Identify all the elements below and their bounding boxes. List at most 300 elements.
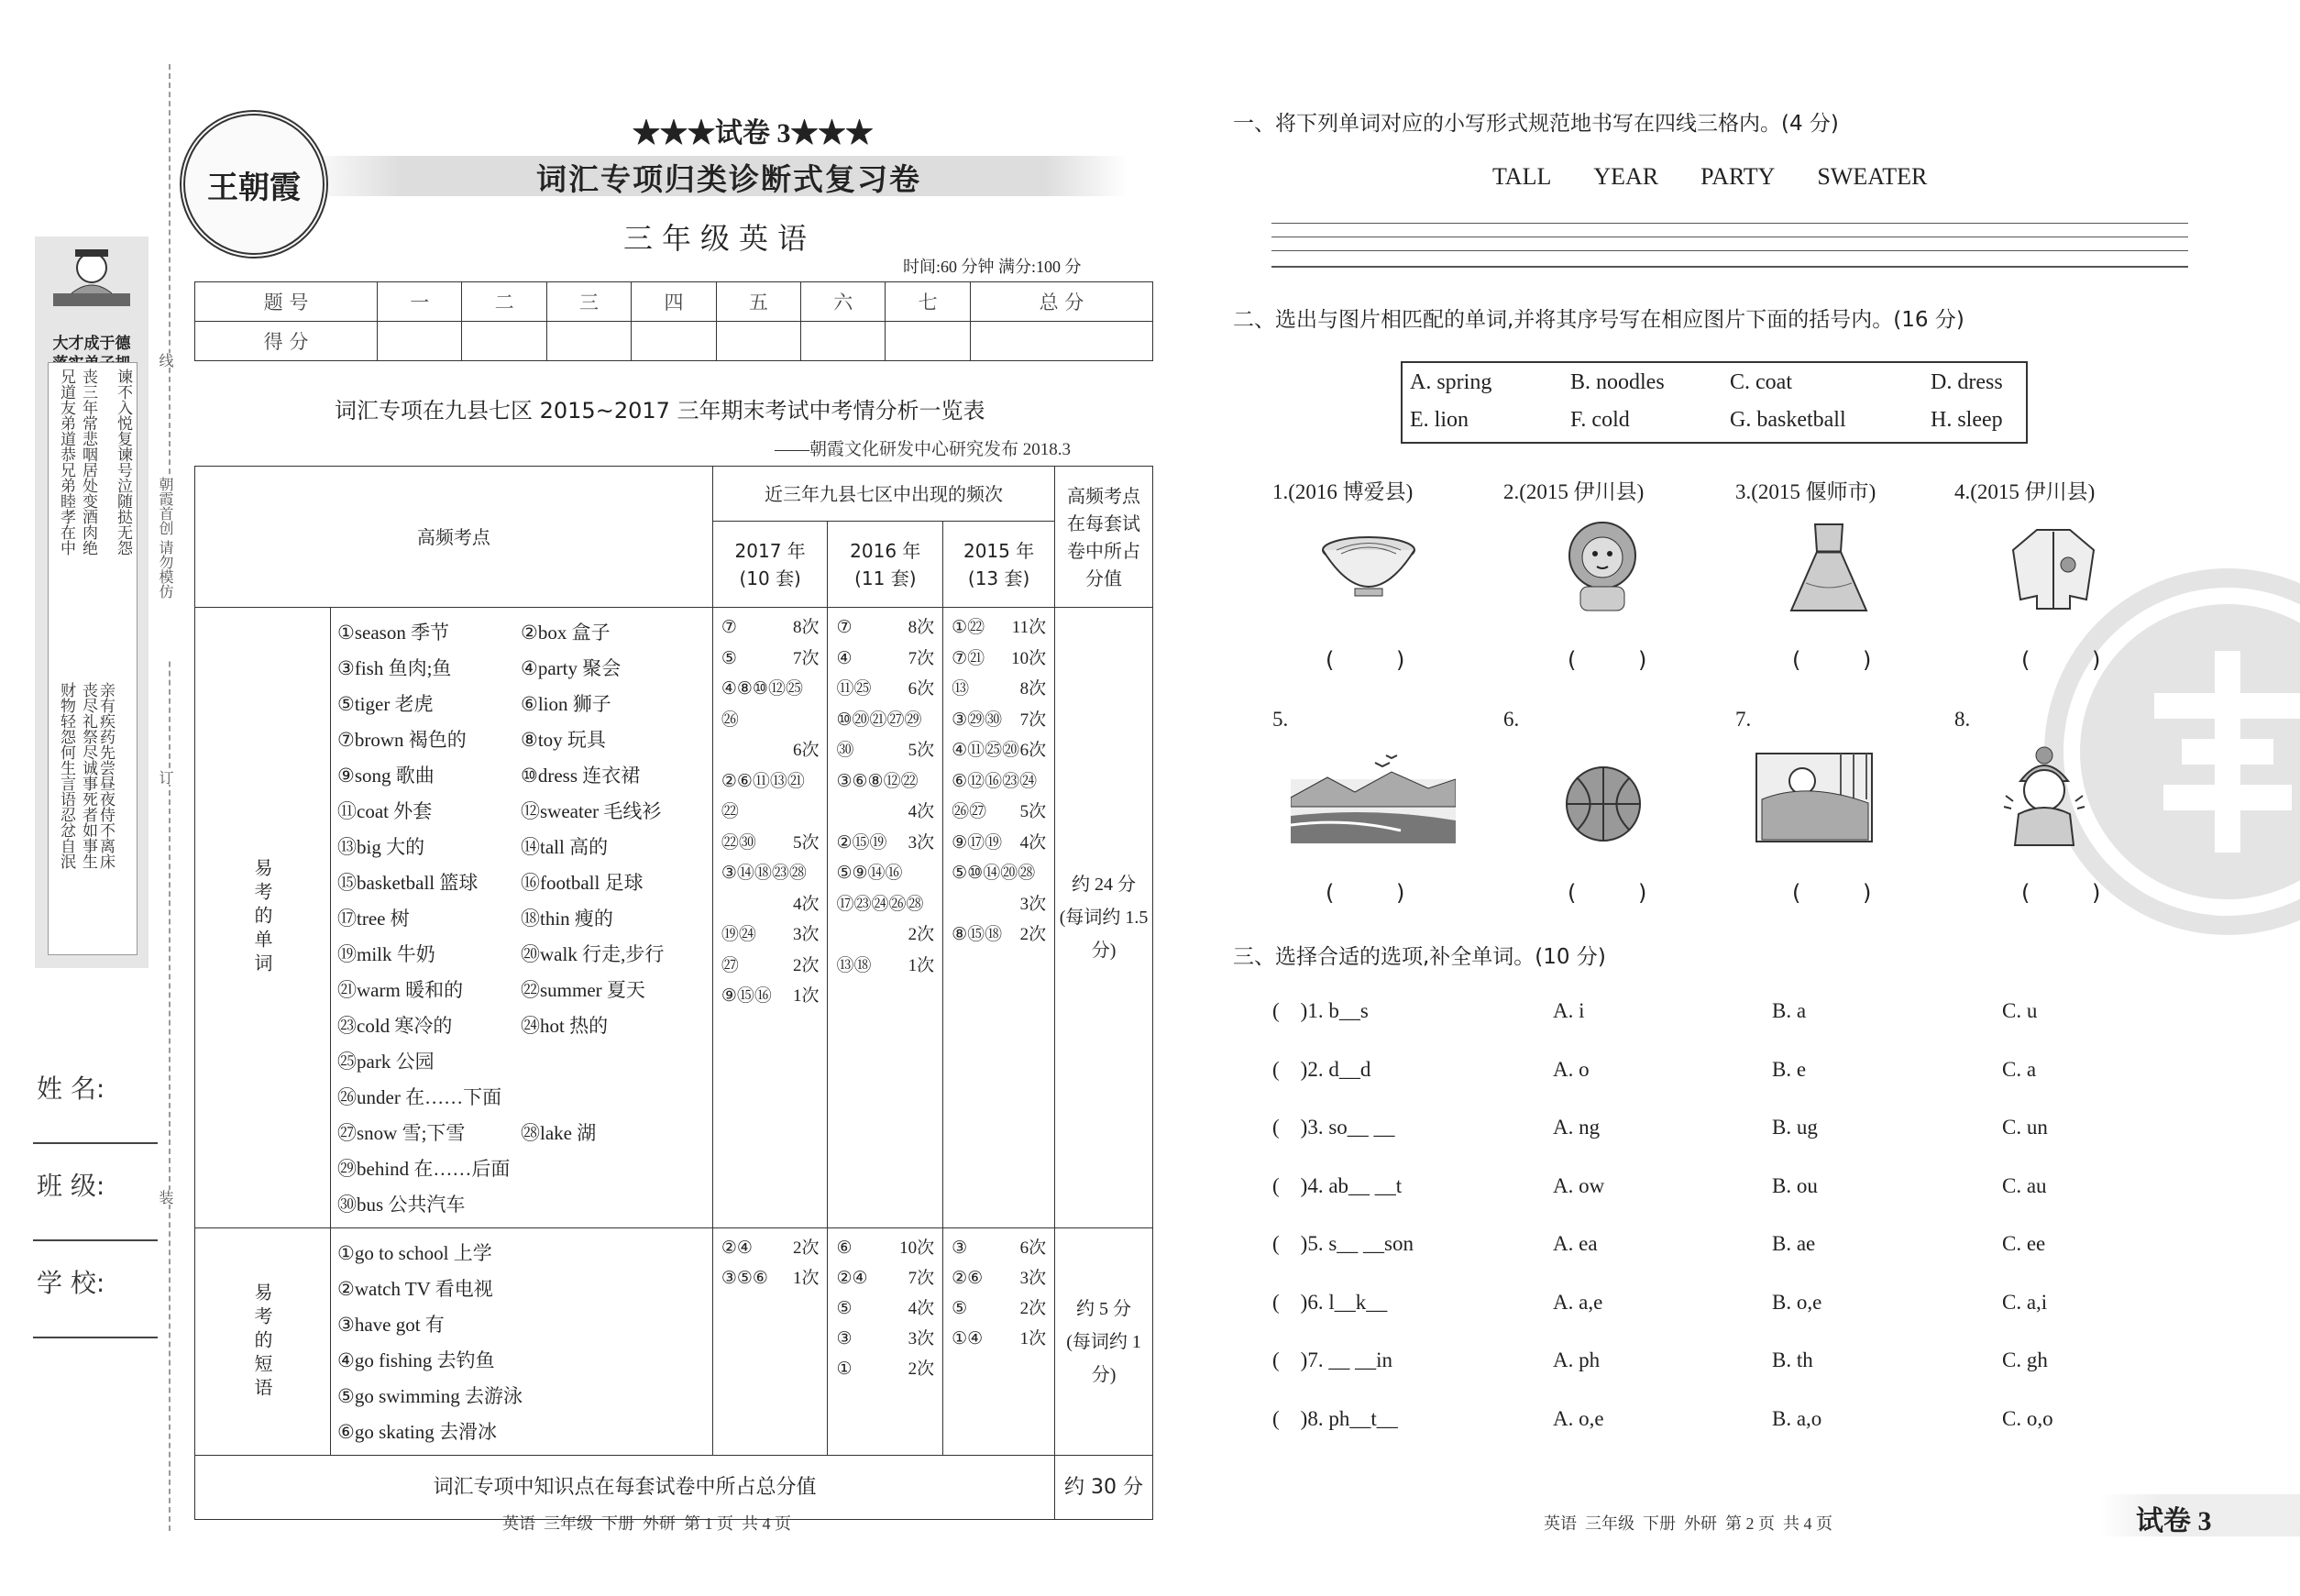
score-header-cell: 三 [546,282,631,322]
freq-count: 5次 [908,741,935,760]
freq-list [714,609,827,1016]
words-cell [331,608,713,1228]
score-cell[interactable] [462,322,546,361]
freq-items: ①㉒ [952,618,985,637]
freq-items: ㉗ [721,955,739,975]
choice-a[interactable]: A. ng [1553,1116,1601,1139]
freq-count: 3次 [908,1329,935,1348]
freq-row [836,674,934,705]
coat-icon [2009,523,2097,611]
question-stem[interactable]: ( )4. ab__ __t [1272,1173,1403,1197]
freq-count: 10次 [899,1238,935,1258]
choice-a[interactable]: A. a,e [1553,1290,1603,1314]
school-field[interactable] [33,1337,158,1338]
freq-count: 2次 [792,955,820,975]
freq-count: 7次 [908,648,935,668]
freq-row [836,1354,934,1384]
vocab-item: ⑨song 歌曲 [337,765,435,787]
phrases-grid [332,1229,711,1454]
logo-text: 王朝霞 [207,169,301,206]
choice-a[interactable]: A. ea [1553,1232,1598,1255]
vocab-item: ㉕park 公园 [337,1051,435,1073]
freq-items: ②④ [721,1238,753,1258]
dress-icon [1788,519,1870,614]
freq-count: 4次 [792,894,820,914]
choice-c[interactable]: C. a,i [2002,1290,2048,1314]
total-label: 词汇专项中知识点在每套试卷中所占总分值 [195,1456,1055,1520]
vocab-item: ⑫sweater 毛线衫 [521,800,662,822]
choice-b[interactable]: B. th [1772,1348,1813,1371]
score-header-cell: 七 [886,282,970,322]
freq-row [836,1293,934,1324]
freq-2016-words [828,608,943,1228]
words-grid [332,609,711,1227]
freq-items: ②⑥ [952,1269,984,1288]
freq-count: 10次 [1011,648,1047,668]
vocab-item: ㉑warm 暖和的 [337,979,464,1001]
vocab-empty [521,1083,704,1110]
freq-list [944,1229,1053,1358]
set-count: (13 套) [967,567,1030,589]
vocab-item: ㉔hot 热的 [521,1015,609,1037]
options-box [1401,361,2028,444]
freq-items: ⑩⑳㉑㉗㉙ [836,710,922,730]
value-text: 约 24 分 [1072,875,1137,895]
binding-warning: 朝霞首创 请勿模仿 [156,477,176,660]
freq-row [836,889,934,920]
binding-label-order: 订 [157,770,174,785]
question-row [1272,1174,2097,1204]
section2-title: 二、选出与图片相匹配的单词,并将其序号写在相应图片下面的括号内。(16 分) [1233,308,1964,332]
freq-row [721,674,820,735]
score-cell[interactable] [970,322,1152,361]
freq-2017-phrases [712,1228,828,1456]
freq-items: ④⑧⑩⑫㉕㉖ [721,679,803,730]
freq-count: 6次 [792,741,820,760]
score-cell[interactable] [378,322,462,361]
phrases-row-label: 易考的短语 [195,1228,331,1456]
freq-items: ③⑤⑥ [721,1269,768,1288]
phrase-item: ⑤go swimming 去游泳 [337,1385,523,1407]
freq-row [836,919,934,951]
vocab-item: ④party 聚会 [521,657,622,679]
motto-top: 大才成于德 [52,335,131,353]
freq-row [721,951,820,982]
freq-items: ⑤ [836,1299,853,1318]
freq-items: ㉒㉚ [721,832,756,853]
freq-count: 8次 [1019,679,1047,699]
question-row [1272,1232,2097,1261]
freq-row [952,889,1046,920]
phrases-cell [331,1228,713,1456]
freq-items: ⑨⑰⑲ [952,832,1003,853]
choice-a[interactable]: A. o,e [1553,1406,1604,1430]
vocab-item: ㉖under 在……下面 [337,1086,502,1108]
choice-b[interactable]: B. ou [1772,1173,1818,1197]
freq-row [952,858,1046,889]
freq-row [836,612,934,644]
freq-items: ⑦ [836,618,853,637]
brand-logo [180,110,328,259]
word-party: PARTY [1700,163,1776,190]
freq-count: 1次 [1019,1329,1047,1348]
freq-row [952,1263,1046,1293]
question-row [1272,1116,2097,1145]
freq-count: 1次 [908,955,935,975]
freq-row [721,1263,820,1293]
vocab-item: ㉗snow 雪;下雪 [337,1122,466,1144]
col-header-frequency: 近三年九县七区中出现的频次 [712,467,1054,522]
freq-items: ㉖㉗ [952,802,987,821]
freq-items: ⑲㉔ [721,925,756,944]
freq-2016-phrases [828,1228,943,1456]
vocab-item: ⑤tiger 老虎 [337,693,434,715]
vocab-item: ⑩dress 连衣裙 [521,765,641,787]
freq-count: 6次 [908,679,935,699]
freq-row [836,705,934,736]
freq-row [952,735,1046,766]
freq-count: 3次 [1019,1269,1047,1288]
freq-row [721,981,820,1012]
lion-icon [1558,519,1646,614]
choice-b[interactable]: B. a [1772,999,1807,1022]
footer-left: 英语 三年级 下册 外研 第 1 页 共 4 页 [502,1514,791,1533]
freq-items: ⑬⑱ [836,955,872,975]
freq-count: 2次 [908,1359,935,1379]
vocab-item: ㉓cold 寒冷的 [337,1015,453,1037]
word-tall: TALL [1492,163,1552,190]
freq-list [829,609,941,985]
choice-b[interactable]: B. o,e [1772,1290,1822,1314]
freq-row [952,705,1046,736]
freq-list [714,1229,827,1297]
freq-row [721,858,820,889]
score-cell[interactable] [546,322,631,361]
vocab-item: ⑦brown 褐色的 [337,729,467,751]
freq-row [952,797,1046,828]
freq-count: 7次 [792,648,820,668]
vocab-item: ⑪coat 外套 [337,800,433,822]
proverb-column: 财物轻怨何生言语忍忿自泯 [57,682,75,869]
choice-b[interactable]: B. ug [1772,1116,1818,1139]
freq-row [836,828,934,859]
freq-2015-words [943,608,1055,1228]
year-label: 2017 年 [734,539,806,562]
option-item: A. spring [1410,370,1492,394]
question-row [1272,1348,2097,1378]
freq-count: 1次 [792,986,820,1006]
score-header-cell: 四 [632,282,716,322]
name-label: 姓 名: [37,1073,105,1104]
writing-line[interactable] [1271,266,2188,268]
phrase-item: ⑥go skating 去滑冰 [337,1421,497,1443]
vocab-empty [521,1154,704,1182]
freq-items: ① [836,1359,853,1379]
freq-items: ⑥⑫⑯㉓㉔ [952,771,1038,791]
freq-items: ③ [952,1238,968,1258]
freq-count: 4次 [1019,832,1047,853]
freq-row [836,735,934,766]
score-header-cell: 总 分 [970,282,1152,322]
picture-label: 8. [1954,708,1971,731]
question-stem[interactable]: ( )5. s__ __son [1272,1232,1414,1255]
analysis-table [194,466,1153,1520]
option-item: H. sleep [1931,408,2003,432]
freq-items: ③⑥⑧⑫㉒ [836,771,919,791]
freq-items: ⑨⑮⑯ [721,986,772,1006]
exam-tag: 试卷 3 [2136,1506,2212,1536]
answer-blank[interactable]: ( ) [1326,880,1433,906]
option-item: D. dress [1931,370,2003,394]
class-label: 班 级: [37,1171,105,1201]
option-item: B. noodles [1570,370,1665,394]
vocab-item: ⑮basketball 篮球 [337,872,479,894]
value-text: 约 5 分 [1076,1298,1132,1319]
class-field[interactable] [33,1239,158,1241]
score-table [194,281,1153,361]
footer-right: 英语 三年级 下册 外研 第 2 页 共 4 页 [1544,1514,1832,1533]
choice-c[interactable]: C. a [2002,1057,2037,1081]
score-cell[interactable] [716,322,800,361]
vocab-item: ㉘lake 湖 [521,1122,597,1144]
analysis-title: 词汇专项在九县七区 2015~2017 三年期末考试中考情分析一览表 [335,398,985,424]
score-header-cell: 五 [716,282,800,322]
freq-items: ⑤ [721,648,737,668]
freq-count: 5次 [792,832,820,853]
vocab-item: ⑳walk 行走,步行 [521,943,665,965]
freq-items: ③ [836,1329,853,1348]
freq-items: ③㉙㉚ [952,710,1003,730]
freq-count: 2次 [1019,925,1047,944]
freq-items: ⑤ [952,1299,968,1318]
freq-row [952,919,1046,951]
score-header-cell: 题 号 [195,282,378,322]
phrase-item: ①go to school 上学 [337,1242,492,1264]
vocab-item: ②box 盒子 [521,622,611,644]
answer-blank[interactable]: ( ) [1568,647,1675,673]
vocab-item: ⑭tall 高的 [521,836,609,858]
proverb-column: 谏不入悦复谏号泣随挞无怨 [114,369,132,556]
freq-2015-phrases [943,1228,1055,1456]
choice-c[interactable]: C. o,o [2002,1406,2053,1430]
freq-items: ③⑭⑱㉓㉘ [721,864,807,883]
choice-c[interactable]: C. au [2002,1173,2047,1197]
freq-items: ⑧⑮⑱ [952,925,1003,944]
picture-label: 4.(2015 伊川县) [1954,480,2096,503]
picture-label: 2.(2015 伊川县) [1503,480,1645,503]
freq-count: 2次 [908,925,935,944]
freq-items: ㉚ [836,741,854,760]
vocab-item: ⑥lion 狮子 [521,693,611,715]
picture-label: 1.(2016 博爱县) [1272,480,1414,503]
question-stem[interactable]: ( )1. b__s [1272,999,1369,1022]
col-header-value [1055,467,1153,608]
analysis-source: ——朝霞文化研发中心研究发布 2018.3 [775,440,1072,459]
freq-items: ⑦㉑ [952,648,985,668]
total-value: 约 30 分 [1055,1456,1153,1520]
picture-label: 7. [1735,708,1752,731]
score-cell[interactable] [886,322,970,361]
phrases-value [1055,1228,1153,1456]
freq-items: ⑦ [721,618,737,637]
choice-a[interactable]: A. o [1553,1057,1590,1081]
freq-items: ④ [836,648,853,668]
freq-count: 7次 [1019,710,1047,730]
freq-count: 6次 [1019,1238,1047,1258]
answer-blank[interactable]: ( ) [1792,880,1899,906]
freq-list [944,609,1053,954]
freq-items: ②⑥⑪⑬㉑㉒ [721,771,805,821]
freq-row [721,735,820,766]
freq-row [721,1233,820,1263]
freq-row [836,951,934,982]
question-stem[interactable]: ( )7. __ __in [1272,1348,1392,1371]
freq-row [721,644,820,675]
freq-row [836,797,934,828]
vocab-item: ⑯football 足球 [521,872,644,894]
freq-row [836,1263,934,1293]
freq-row [836,1324,934,1354]
vocab-item: ㉚bus 公共汽车 [337,1194,466,1216]
question-stem[interactable]: ( )6. l__k__ [1272,1290,1388,1314]
freq-items: ①④ [952,1329,984,1348]
freq-count: 2次 [1019,1299,1047,1318]
freq-row [952,1293,1046,1324]
answer-blank[interactable]: ( ) [1326,647,1433,673]
score-header-cell: 一 [378,282,462,322]
spring-landscape-icon [1291,752,1456,843]
writing-line[interactable] [1271,250,2188,251]
freq-items: ⑬ [952,679,970,699]
picture-label: 3.(2015 偃师市) [1735,480,1876,503]
year-2016-header [828,522,943,608]
freq-row [721,889,820,920]
freq-row [721,766,820,828]
proverb-column: 丧尽礼祭尽诚事死者如事生 [79,682,97,869]
exam-number: ★★★试卷 3★★★ [633,118,874,149]
noodles-bowl-icon [1318,532,1419,605]
freq-count: 4次 [908,1299,935,1318]
vocab-item: ㉙behind 在……后面 [337,1158,511,1180]
vocab-empty [521,1190,704,1217]
freq-2017-words [712,608,828,1228]
sleeping-child-icon [1753,744,1876,845]
score-cell[interactable] [632,322,716,361]
score-cell[interactable] [801,322,886,361]
freq-items: ⑰㉓㉔㉖㉘ [836,894,924,914]
phrase-item: ③have got 有 [337,1314,445,1336]
freq-list [829,1229,941,1388]
freq-items: ⑤⑩⑭⑳㉘ [952,864,1036,883]
writing-line[interactable] [1271,223,2188,224]
page-title: 词汇专项归类诊断式复习卷 [536,161,921,197]
answer-blank[interactable]: ( ) [2021,647,2129,673]
freq-items: ②④ [836,1269,868,1288]
choice-c[interactable]: C. u [2002,999,2038,1022]
value-note: (每词约 1.5 分) [1059,908,1149,961]
freq-count: 4次 [908,802,935,821]
vocab-empty [521,1047,704,1074]
freq-count: 5次 [1019,802,1047,821]
option-item: C. coat [1730,370,1792,394]
freq-row [952,1324,1046,1354]
answer-blank[interactable]: ( ) [1568,880,1675,906]
section1-title: 一、将下列单词对应的小写形式规范地书写在四线三格内。(4 分) [1233,112,1839,136]
freq-row [952,828,1046,859]
binding-line [169,64,171,1531]
col-header-points: 高频考点 [195,467,713,608]
vocab-item: ①season 季节 [337,622,450,644]
freq-row [952,612,1046,644]
option-item: F. cold [1570,408,1630,432]
score-row-label: 得 分 [195,322,378,361]
freq-row [721,612,820,644]
question-stem[interactable]: ( )2. d__d [1272,1057,1371,1081]
freq-count: 6次 [1019,741,1047,760]
question-row [1272,1058,2097,1087]
vocab-item: ⑧toy 玩具 [521,729,606,751]
freq-items: ②⑮⑲ [836,832,887,853]
choice-b[interactable]: B. e [1772,1057,1807,1081]
choice-a[interactable]: A. ph [1553,1348,1601,1371]
choice-b[interactable]: B. ae [1772,1232,1816,1255]
binding-label-line: 线 [157,353,174,368]
words-row-label: 易考的单词 [195,608,331,1228]
freq-count: 7次 [908,1269,935,1288]
words-value [1055,608,1153,1228]
freq-count: 11次 [1011,618,1047,637]
value-note: (每词约 1 分) [1066,1331,1141,1385]
year-2017-header [712,522,828,608]
basketball-icon [1564,765,1643,843]
year-2015-header [943,522,1055,608]
freq-row [721,828,820,859]
choice-a[interactable]: A. i [1553,999,1585,1022]
freq-count: 8次 [792,618,820,637]
freq-count: 3次 [792,925,820,944]
freq-count: 2次 [792,1238,820,1258]
name-field[interactable] [33,1142,158,1144]
vocab-item: ⑲milk 牛奶 [337,943,435,965]
freq-row [952,674,1046,705]
question-stem[interactable]: ( )8. ph__t__ [1272,1406,1398,1430]
proverb-column: 兄道友弟道恭兄弟睦孝在中 [57,369,75,556]
freq-row [836,766,934,798]
vocab-item: ⑬big 大的 [337,836,425,858]
choice-c[interactable]: C. un [2002,1116,2048,1139]
answer-blank[interactable]: ( ) [2021,880,2129,906]
question-row [1272,999,2097,1029]
freq-row [952,766,1046,798]
subject-title: 三年级英语 [623,221,817,256]
school-label: 学 校: [37,1268,105,1298]
choice-b[interactable]: B. a,o [1772,1406,1822,1430]
picture-label: 5. [1272,708,1289,731]
question-row [1272,1407,2097,1436]
year-label: 2016 年 [850,539,921,562]
word-sweater: SWEATER [1817,163,1928,190]
set-count: (10 套) [739,567,801,589]
question-stem[interactable]: ( )3. so__ __ [1272,1116,1395,1139]
choice-a[interactable]: A. ow [1553,1173,1605,1197]
word-year: YEAR [1593,163,1659,190]
freq-items: ⑪㉕ [836,679,872,699]
choice-c[interactable]: C. ee [2002,1232,2046,1255]
choice-c[interactable]: C. gh [2002,1348,2048,1371]
freq-count: 3次 [1019,894,1047,914]
proverb-column: 亲有疾药先尝昼夜侍不离床 [96,682,115,869]
answer-blank[interactable]: ( ) [1792,647,1899,673]
